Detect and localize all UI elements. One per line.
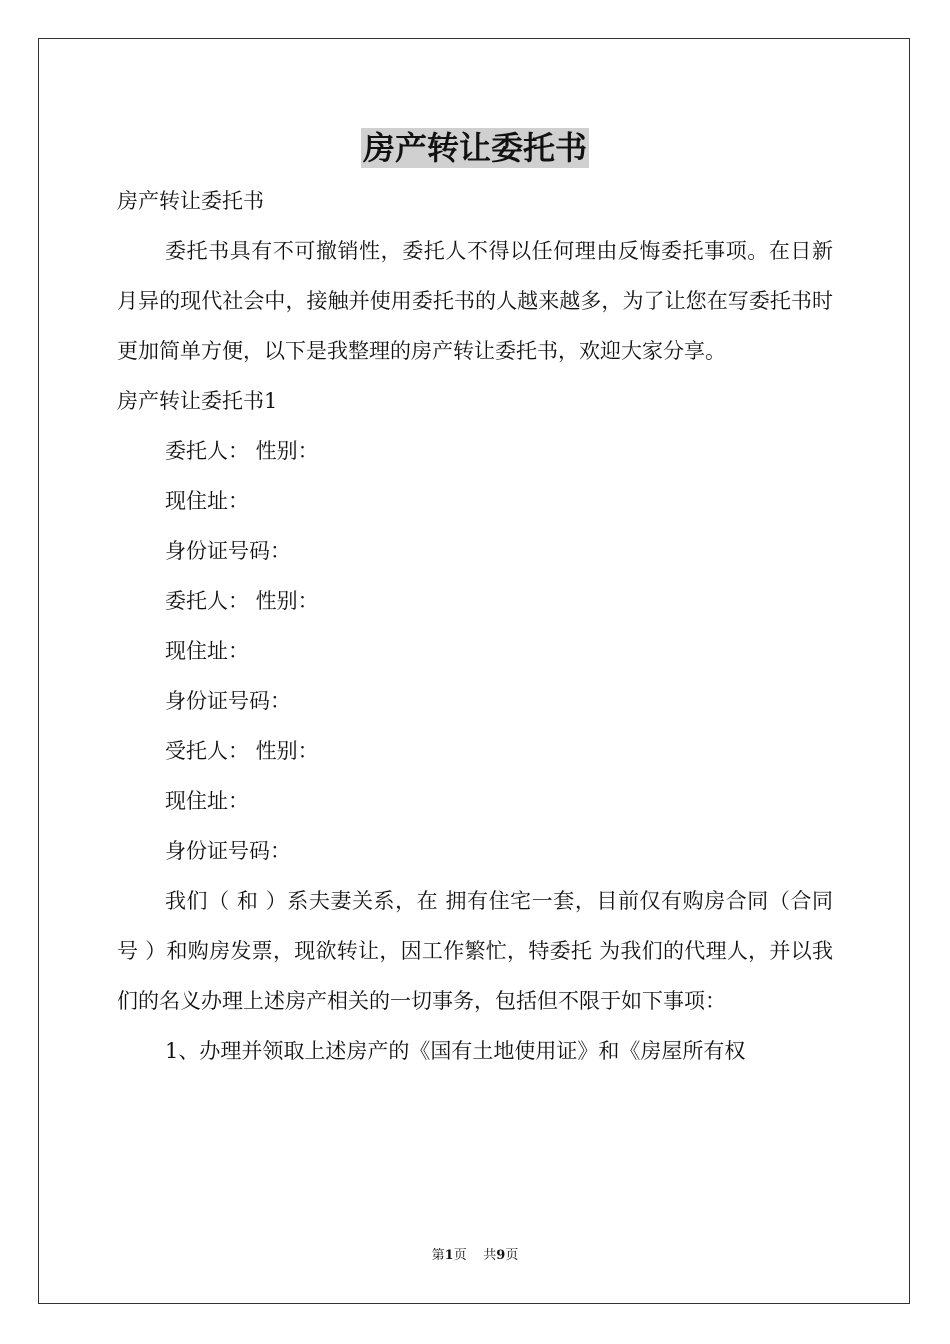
field-agent-id: 身份证号码： bbox=[165, 839, 291, 863]
document-title-wrapper bbox=[0, 128, 950, 168]
field-principal-1-id: 身份证号码： bbox=[165, 539, 291, 563]
footer-page-total: 9 bbox=[496, 1248, 506, 1263]
body-paragraph: 我们（ 和 ）系夫妻关系，在 拥有住宅一套，目前仅有购房合同（合同号 ）和购房发票，现欲转让，因工作繁忙，特委托 为我们的代理人，并以我们的名义办理上述房产相关的一切事务，包括但不限于如下事项： bbox=[117, 889, 833, 1013]
field-agent-address: 现住址： bbox=[165, 789, 249, 813]
field-principal-2-address: 现住址： bbox=[165, 639, 249, 663]
page-footer bbox=[0, 1246, 950, 1266]
footer-page-prefix: 第 bbox=[431, 1248, 445, 1263]
field-principal-1-address: 现住址： bbox=[165, 489, 249, 513]
footer-total-suffix: 页 bbox=[505, 1248, 519, 1263]
document-subtitle: 房产转让委托书 bbox=[117, 189, 264, 213]
field-agent-name: 受托人： 性别： bbox=[165, 739, 319, 763]
footer-page-current: 1 bbox=[444, 1248, 454, 1263]
footer-page-suffix: 页 bbox=[453, 1248, 467, 1263]
field-principal-1-name: 委托人： 性别： bbox=[165, 439, 319, 463]
field-principal-2-name: 委托人： 性别： bbox=[165, 589, 319, 613]
field-principal-2-id: 身份证号码： bbox=[165, 689, 291, 713]
footer-total-prefix: 共 bbox=[483, 1248, 497, 1263]
document-title: 房产转让委托书 bbox=[362, 129, 587, 167]
list-item-1: 1、办理并领取上述房产的《国有土地使用证》和《房屋所有权 bbox=[165, 1039, 746, 1063]
intro-paragraph: 委托书具有不可撤销性，委托人不得以任何理由反悔委托事项。在日新月异的现代社会中，接触并使用委托书的人越来越多，为了让您在写委托书时更加简单方便，以下是我整理的房产转让委托书，欢迎大家分享。 bbox=[117, 239, 833, 363]
section-heading: 房产转让委托书1 bbox=[117, 389, 278, 413]
document-body bbox=[117, 176, 833, 1076]
